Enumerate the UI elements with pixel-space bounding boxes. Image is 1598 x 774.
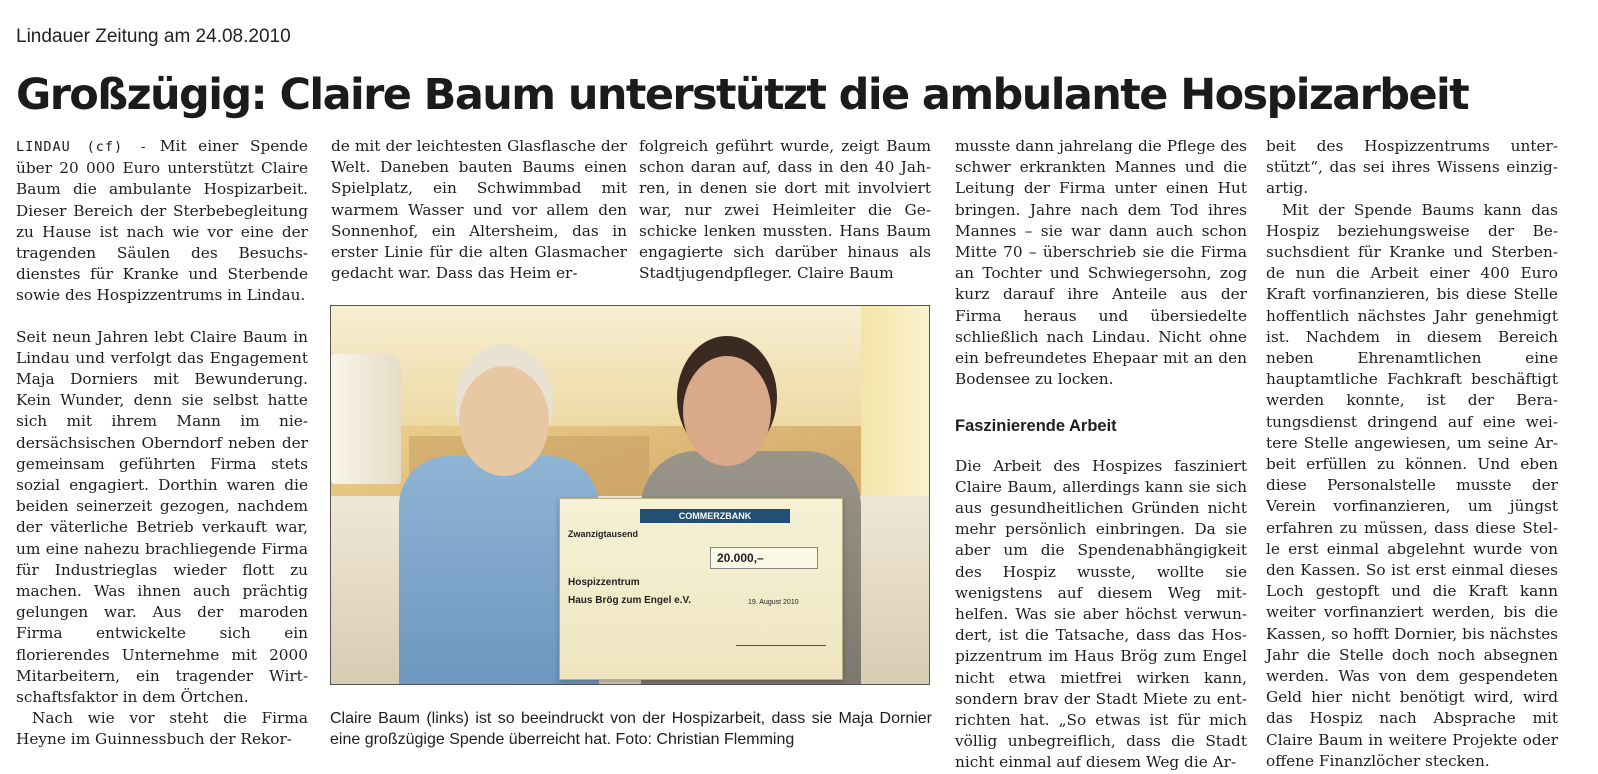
photo-lamp <box>331 354 401 484</box>
person-left-head <box>459 366 549 476</box>
cheque-payee: Hospizzentrum <box>568 577 640 588</box>
paragraph: Nach wie vor steht die Firma Heyne im Guinnessbuch der Rekor- <box>16 709 308 749</box>
paragraph: Seit neun Jahren lebt Claire Baum in Lindau und verfolgt das Engagement Maja Dorniers mit Bewunderung. Kein Wunder, denn sie selbst hatte sich mit ihrem Mann im niedersächsischen Oberndorf neben der gemeinsam geführten Firma stets sozial engagiert. Dorthin waren die beiden seinerzeit gezogen, nachdem der väterliche Betrieb verkauft war, um eine nahezu brachliegende Firma für Industrieglas wieder flott zu machen. Was ihnen auch prächtig gelungen war. Aus der maroden Firma entwickelte sich ein florierendes Unternehme mit 2000 Mitarbeitern, ein tragender Wirtschaftsfaktor in dem Örtchen. <box>16 327 308 707</box>
paragraph: beit des Hospizzentrums unterstützt“, das sei ihres Wissens einzigartig. <box>1266 137 1558 198</box>
subheading: Faszinierende Arbeit <box>955 417 1117 436</box>
cheque-bank: COMMERZBANK <box>640 509 790 523</box>
person-right-head <box>683 356 771 466</box>
photo-caption: Claire Baum (links) ist so beeindruckt von der Hospizarbeit, dass sie Maja Dornier eine großzügige Spende überreicht hat. Foto: Christian Flemming <box>330 710 932 748</box>
cheque-signature <box>736 634 826 646</box>
cheque-amount: 20.000,– <box>710 547 818 569</box>
column-1 <box>16 136 308 751</box>
column-4 <box>955 136 1247 774</box>
column-2 <box>331 136 627 284</box>
column-3 <box>639 136 931 284</box>
paragraph: musste dann jahrelang die Pflege des schwer erkrankten Mannes und die Leitung der Firma unter einen Hut bringen. Jahre nach dem Tod ihres Mannes – sie war dann auch schon Mitte 70 – überschrieb sie die Firma an Tochter und Schwiegersohn, zog kurz darauf ihre Anteile aus der Firma heraus und übersiedelte schließlich nach Lindau. Nicht ohne ein befreundetes Ehepaar mit an den Bodensee zu locken. <box>955 137 1247 389</box>
paragraph: Die Arbeit des Hospizes fasziniert Claire Baum, allerdings kann sie sich aus gesundheitlichen Gründen nicht mehr persönlich einbringen. Da sie aber um die Spendenabhängigkeit des Hospiz wusste, wollte sie wenigstens auf diesem Weg mithelfen. Was sie aber höchst verwundert, ist die Tatsache, dass das Hospizzentrum im Haus Brög zum Engel nicht etwa mietfrei wirken kann, sondern brav der Stadt Miete zu entrichten hat. „So etwas ist für mich völlig unbegreiflich, dass die Stadt nicht einmal auf diesem Weg die Ar- <box>955 456 1247 772</box>
dateline: LINDAU (cf) - <box>16 139 149 155</box>
paragraph-text: Mit einer Spende über 20 000 Euro unterstützt Claire Baum die ambulante Hospizarbeit. Dieser Bereich der Sterbebegleitung zu Hause ist nach wie vor eine der tragenden Säulen des Besuchsdienstes für Kranke und Sterbende sowie des Hospizzentrums in Lindau. <box>16 137 308 305</box>
paragraph: de mit der leichtesten Glasflasche der Welt. Daneben bauten Baums einen Spielplatz, ein Schwimmbad mit warmem Wasser und vor allem den Sonnenhof, ein Altersheim, das in erster Linie für die alten Glasmacher gedacht war. Dass das Heim er- <box>331 137 627 283</box>
cheque-amount-words: Zwanzigtausend <box>568 529 639 539</box>
cheque-payee: Haus Brög zum Engel e.V. <box>568 595 691 606</box>
paragraph: Mit der Spende Baums kann das Hospiz beziehungsweise der Besuchsdient für Kranke und Sterbende nun die Arbeit einer 400 Euro Kraft vorfinanzieren, bis diese Stelle hoffentlich nächstes Jahr genehmigt ist. Nachdem in diesem Bereich neben Ehrenamtlichen eine hauptamtliche Fachkraft beschäftigt werden konnte, ist der Beratungsdienst dringend auf eine weitere Stelle angewiesen, um seine Arbeit erfüllen zu können. Und eben diese Personalstelle musste der Verein vorfinanzieren, um jüngst erfahren zu müssen, dass diese Stelle erst einmal abgelehnt wurde von den Kassen. So ist erst einmal dieses Loch gestopft und die Kraft kann weiter vorfinanziert werden, bis die Kassen, so hofft Dornier, bis nächstes Jahr die Stelle doch noch absegnen werden. Was von dem gespendeten Geld hier nicht benötigt wird, wird das Hospiz nach Absprache mit Claire Baum in weitere Projekte oder offene Finanzlöcher stecken. <box>1266 200 1558 770</box>
column-5 <box>1266 136 1558 772</box>
source-line: Lindauer Zeitung am 24.08.2010 <box>16 26 291 47</box>
paragraph <box>16 136 308 307</box>
cheque-date: 19. August 2010 <box>748 599 799 606</box>
paragraph: folgreich geführt wurde, zeigt Baum schon daran auf, dass in den 40 Jahren, in denen sie dort mit involviert war, nur zwei Heimleiter die Geschicke lenken mussten. Hans Baum engagierte sich darüber hinaus als Stadtjugendpfleger. Claire Baum <box>639 137 931 283</box>
donation-cheque <box>559 498 843 680</box>
photo-ceiling <box>331 306 930 426</box>
article-photo <box>330 305 930 685</box>
headline: Großzügig: Claire Baum unterstützt die ambulante Hospizarbeit <box>16 70 1469 120</box>
